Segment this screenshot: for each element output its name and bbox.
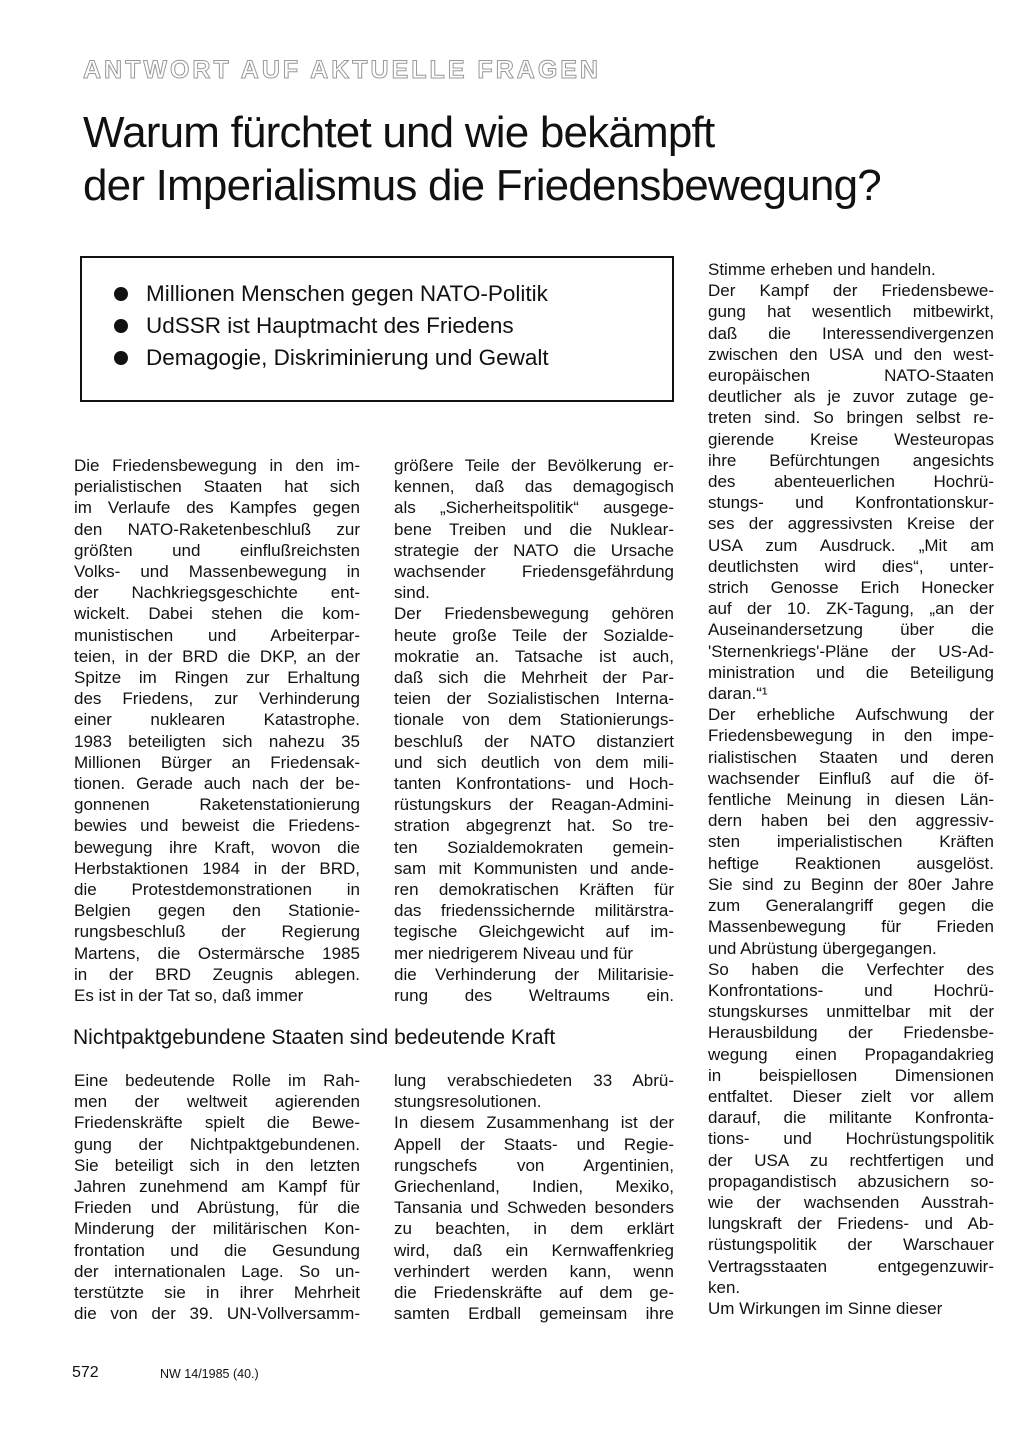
text-line: teien der Sozialistischen Interna- bbox=[394, 689, 674, 709]
text-line: die von der 39. UN-Vollversamm- bbox=[74, 1304, 360, 1324]
text-line: das friedenssichernde militärstra- bbox=[394, 901, 674, 921]
text-line: größten und einflußreichsten bbox=[74, 540, 360, 560]
text-line: einer nuklearen Katastrophe. bbox=[74, 710, 360, 730]
text-line: munistischen und Arbeiterpar- bbox=[74, 625, 360, 645]
bullet-icon bbox=[114, 287, 128, 301]
summary-item-text: Demagogie, Diskriminierung und Gewalt bbox=[146, 345, 549, 370]
text-line: Die Friedensbewegung in den im- bbox=[74, 456, 360, 475]
text-line: rüstungspolitik der Warschauer bbox=[708, 1235, 994, 1255]
text-line: stungskurses unmittelbar mit der bbox=[708, 1002, 994, 1022]
text-line: tanten Konfrontations- und Hoch- bbox=[394, 774, 674, 794]
text-line: rungsbeschluß der Regierung bbox=[74, 922, 360, 942]
text-line: tegische Gleichgewicht auf im- bbox=[394, 922, 674, 942]
text-line: zum Generalangriff gegen die bbox=[708, 896, 994, 916]
summary-item-text: UdSSR ist Hauptmacht des Friedens bbox=[146, 313, 514, 338]
text-line: Vertragsstaaten entgegenzuwir- bbox=[708, 1256, 994, 1276]
summary-item-text: Millionen Menschen gegen NATO-Politik bbox=[146, 281, 548, 306]
text-line: gonnenen Raketenstationierung bbox=[74, 795, 360, 815]
summary-item bbox=[114, 278, 549, 310]
text-line: terstützte sie in ihrer Mehrheit bbox=[74, 1283, 360, 1303]
text-line: rialistischen Staaten und deren bbox=[708, 747, 994, 767]
text-line: Griechenland, Indien, Mexiko, bbox=[394, 1177, 674, 1197]
page-number: 572 bbox=[72, 1364, 99, 1381]
text-line: zwischen den USA und den west- bbox=[708, 344, 994, 364]
text-line: strich Genosse Erich Honecker bbox=[708, 578, 994, 598]
text-line: des abenteuerlichen Hochrü- bbox=[708, 472, 994, 492]
section2-column-1 bbox=[74, 1070, 360, 1324]
text-line: im Verlaufe des Kampfes gegen bbox=[74, 498, 360, 518]
title-line: der Imperialismus die Friedensbewegung? bbox=[83, 161, 881, 210]
text-line: rung des Weltraums ein. bbox=[394, 986, 674, 1006]
text-line: in beispiellosen Dimensionen bbox=[708, 1065, 994, 1085]
text-line: gierende Kreise Westeuropas bbox=[708, 429, 994, 449]
text-line: ten Sozialdemokraten gemein- bbox=[394, 837, 674, 857]
text-line: verhindert werden kann, wenn bbox=[394, 1261, 674, 1281]
text-line: gung hat wesentlich mitbewirkt, bbox=[708, 302, 994, 322]
text-line: wachsender Einfluß auf die öf- bbox=[708, 768, 994, 788]
section1-column-1 bbox=[74, 455, 360, 1006]
text-line: Massenbewegung für Frieden bbox=[708, 917, 994, 937]
text-line: deutlichsten wird dies“, unter- bbox=[708, 556, 994, 576]
text-line: perialistischen Staaten hat sich bbox=[74, 477, 360, 497]
text-line: wie der wachsenden Ausstrah- bbox=[708, 1192, 994, 1212]
article-title bbox=[83, 106, 983, 212]
text-line: frontation und die Gesundung bbox=[74, 1240, 360, 1260]
text-line: Eine bedeutende Rolle im Rah- bbox=[74, 1071, 360, 1090]
text-line: fentliche Meinung in diesen Län- bbox=[708, 790, 994, 810]
text-line: deutlicher als je zuvor zutage ge- bbox=[708, 387, 994, 407]
text-line: Martens, die Ostermärsche 1985 bbox=[74, 943, 360, 963]
text-line: in der BRD Zeugnis ablegen. bbox=[74, 964, 360, 984]
text-line: So haben die Verfechter des bbox=[708, 959, 994, 979]
text-line: der USA zu rechtfertigen und bbox=[708, 1150, 994, 1170]
text-line: Der erhebliche Aufschwung der bbox=[708, 705, 994, 725]
text-line: wird, daß ein Kernwaffenkrieg bbox=[394, 1240, 674, 1260]
text-line: propagandistisch abzusichern so- bbox=[708, 1171, 994, 1191]
text-line: Volks- und Massenbewegung in bbox=[74, 562, 360, 582]
text-line: Tansania und Schweden besonders bbox=[394, 1198, 674, 1218]
summary-item bbox=[114, 342, 549, 374]
text-line: Jahren zunehmend am Kampf für bbox=[74, 1177, 360, 1197]
text-line: beschluß der NATO distanziert bbox=[394, 731, 674, 751]
text-line: Es ist in der Tat so, daß immer bbox=[74, 986, 304, 1006]
text-line: Der Kampf der Friedensbewe- bbox=[708, 281, 994, 301]
text-line: Herausbildung der Friedensbe- bbox=[708, 1023, 994, 1043]
text-line: Appell der Staats- und Regie- bbox=[394, 1134, 674, 1154]
text-line: den NATO-Raketenbeschluß zur bbox=[74, 519, 360, 539]
text-line: tionen. Gerade auch nach der be- bbox=[74, 774, 360, 794]
text-line: 1983 beteiligten sich nahezu 35 bbox=[74, 731, 360, 751]
text-line: sten imperialistischen Kräften bbox=[708, 832, 994, 852]
text-line: teien, in der BRD die DKP, an der bbox=[74, 646, 360, 666]
text-line: zu beachten, in dem erklärt bbox=[394, 1219, 674, 1239]
text-line: 'Sternenkriegs'-Pläne der US-Ad- bbox=[708, 641, 994, 661]
text-line: Sie beteiligt sich in den letzten bbox=[74, 1155, 360, 1175]
right-column bbox=[708, 259, 994, 1319]
text-line: die Friedenskräfte auf dem ge- bbox=[394, 1283, 674, 1303]
text-line: Spitze im Ringen zur Erhaltung bbox=[74, 668, 360, 688]
section-heading: Nichtpaktgebundene Staaten sind bedeutende Kraft bbox=[73, 1026, 556, 1049]
bullet-icon bbox=[114, 351, 128, 365]
text-line: des Friedens, zur Verhinderung bbox=[74, 689, 360, 709]
bullet-icon bbox=[114, 319, 128, 333]
text-line: strategie der NATO die Ursache bbox=[394, 540, 674, 560]
text-line: gung der Nichtpaktgebundenen. bbox=[74, 1134, 360, 1154]
text-line: bewies und beweist die Friedens- bbox=[74, 816, 360, 836]
summary-item bbox=[114, 310, 549, 342]
title-line: Warum fürchtet und wie bekämpft bbox=[83, 108, 715, 157]
text-line: wickelt. Dabei stehen die kom- bbox=[74, 604, 360, 624]
text-line: lungskraft der Friedens- und Ab- bbox=[708, 1214, 994, 1234]
text-line: auf der 10. ZK-Tagung, „an der bbox=[708, 599, 994, 619]
text-line: ses der aggressivsten Kreise der bbox=[708, 514, 994, 534]
text-line: treten sind. So bringen selbst re- bbox=[708, 408, 994, 428]
section1-column-2 bbox=[394, 455, 674, 1006]
text-line: und sich deutlich von dem mili- bbox=[394, 752, 674, 772]
text-line: daß die Interessendivergenzen bbox=[708, 323, 994, 343]
text-line: ken. bbox=[708, 1277, 741, 1297]
text-line: daß sich die Mehrheit der Par- bbox=[394, 668, 674, 688]
text-line: mokratie an. Tatsache ist auch, bbox=[394, 646, 674, 666]
text-line: heftige Reaktionen ausgelöst. bbox=[708, 853, 994, 873]
text-line: dern haben bei den aggressiv- bbox=[708, 811, 994, 831]
text-line: und Abrüstung übergegangen. bbox=[708, 938, 937, 958]
text-line: bene Treiben und die Nuklear- bbox=[394, 519, 674, 539]
text-line: sam mit Kommunisten und ande- bbox=[394, 858, 674, 878]
text-line: kennen, daß das demagogisch bbox=[394, 477, 674, 497]
text-line: daran.“¹ bbox=[708, 684, 768, 704]
text-line: darauf, die militante Konfronta- bbox=[708, 1108, 994, 1128]
text-line: wachsender Friedensgefährdung bbox=[394, 562, 674, 582]
text-line: der Nachkriegsgeschichte ent- bbox=[74, 583, 360, 603]
text-line: Friedensbewegung in den impe- bbox=[708, 726, 994, 746]
section-kicker: ANTWORT AUF AKTUELLE FRAGEN bbox=[83, 56, 601, 84]
text-line: Millionen Bürger an Friedensak- bbox=[74, 752, 360, 772]
text-line: wegung einen Propagandakrieg bbox=[708, 1044, 994, 1064]
section2-column-2 bbox=[394, 1070, 674, 1324]
text-line: stungsresolutionen. bbox=[394, 1092, 542, 1112]
text-line: samten Erdball gemeinsam ihre bbox=[394, 1304, 674, 1324]
text-line: sind. bbox=[394, 583, 430, 603]
text-line: tions- und Hochrüstungspolitik bbox=[708, 1129, 994, 1149]
text-line: mer niedrigerem Niveau und für bbox=[394, 943, 634, 963]
text-line: USA zum Ausdruck. „Mit am bbox=[708, 535, 994, 555]
text-line: Auseinandersetzung über die bbox=[708, 620, 994, 640]
text-line: Konfrontations- und Hochrü- bbox=[708, 980, 994, 1000]
text-line: lung verabschiedeten 33 Abrü- bbox=[394, 1071, 674, 1090]
text-line: Stimme erheben und handeln. bbox=[708, 260, 936, 279]
text-line: Minderung der militärischen Kon- bbox=[74, 1219, 360, 1239]
text-line: die Verhinderung der Militarisie- bbox=[394, 964, 674, 984]
text-line: die Protestdemonstrationen in bbox=[74, 880, 360, 900]
text-line: men der weltweit agierenden bbox=[74, 1092, 360, 1112]
text-line: Um Wirkungen im Sinne dieser bbox=[708, 1298, 943, 1318]
text-line: ministration und die Beteiligung bbox=[708, 662, 994, 682]
text-line: heute große Teile der Sozialde- bbox=[394, 625, 674, 645]
text-line: Friedenskräfte spielt die Bewe- bbox=[74, 1113, 360, 1133]
text-line: tionale von dem Stationierungs- bbox=[394, 710, 674, 730]
text-line: ren demokratischen Kräften für bbox=[394, 880, 674, 900]
text-line: Frieden und Abrüstung, für die bbox=[74, 1198, 360, 1218]
text-line: Der Friedensbewegung gehören bbox=[394, 604, 674, 624]
issue-reference: NW 14/1985 (40.) bbox=[160, 1367, 259, 1381]
text-line: rungschefs von Argentinien, bbox=[394, 1155, 674, 1175]
text-line: entfaltet. Dieser zielt vor allem bbox=[708, 1086, 994, 1106]
text-line: ihre Befürchtungen angesichts bbox=[708, 450, 994, 470]
text-line: Herbstaktionen 1984 in der BRD, bbox=[74, 858, 360, 878]
text-line: europäischen NATO-Staaten bbox=[708, 366, 994, 386]
text-line: größere Teile der Bevölkerung er- bbox=[394, 456, 674, 475]
text-line: rüstungskurs der Reagan-Admini- bbox=[394, 795, 674, 815]
text-line: Belgien gegen den Stationie- bbox=[74, 901, 360, 921]
text-line: der internationalen Lage. So un- bbox=[74, 1261, 360, 1281]
text-line: bewegung ihre Kraft, wovon die bbox=[74, 837, 360, 857]
summary-box bbox=[80, 256, 674, 402]
text-line: stration abgegrenzt hat. So tre- bbox=[394, 816, 674, 836]
text-line: Sie sind zu Beginn der 80er Jahre bbox=[708, 874, 994, 894]
summary-list bbox=[114, 278, 549, 374]
text-line: als „Sicherheitspolitik“ ausgege- bbox=[394, 498, 674, 518]
text-line: In diesem Zusammenhang ist der bbox=[394, 1113, 674, 1133]
text-line: stungs- und Konfrontationskur- bbox=[708, 493, 994, 513]
